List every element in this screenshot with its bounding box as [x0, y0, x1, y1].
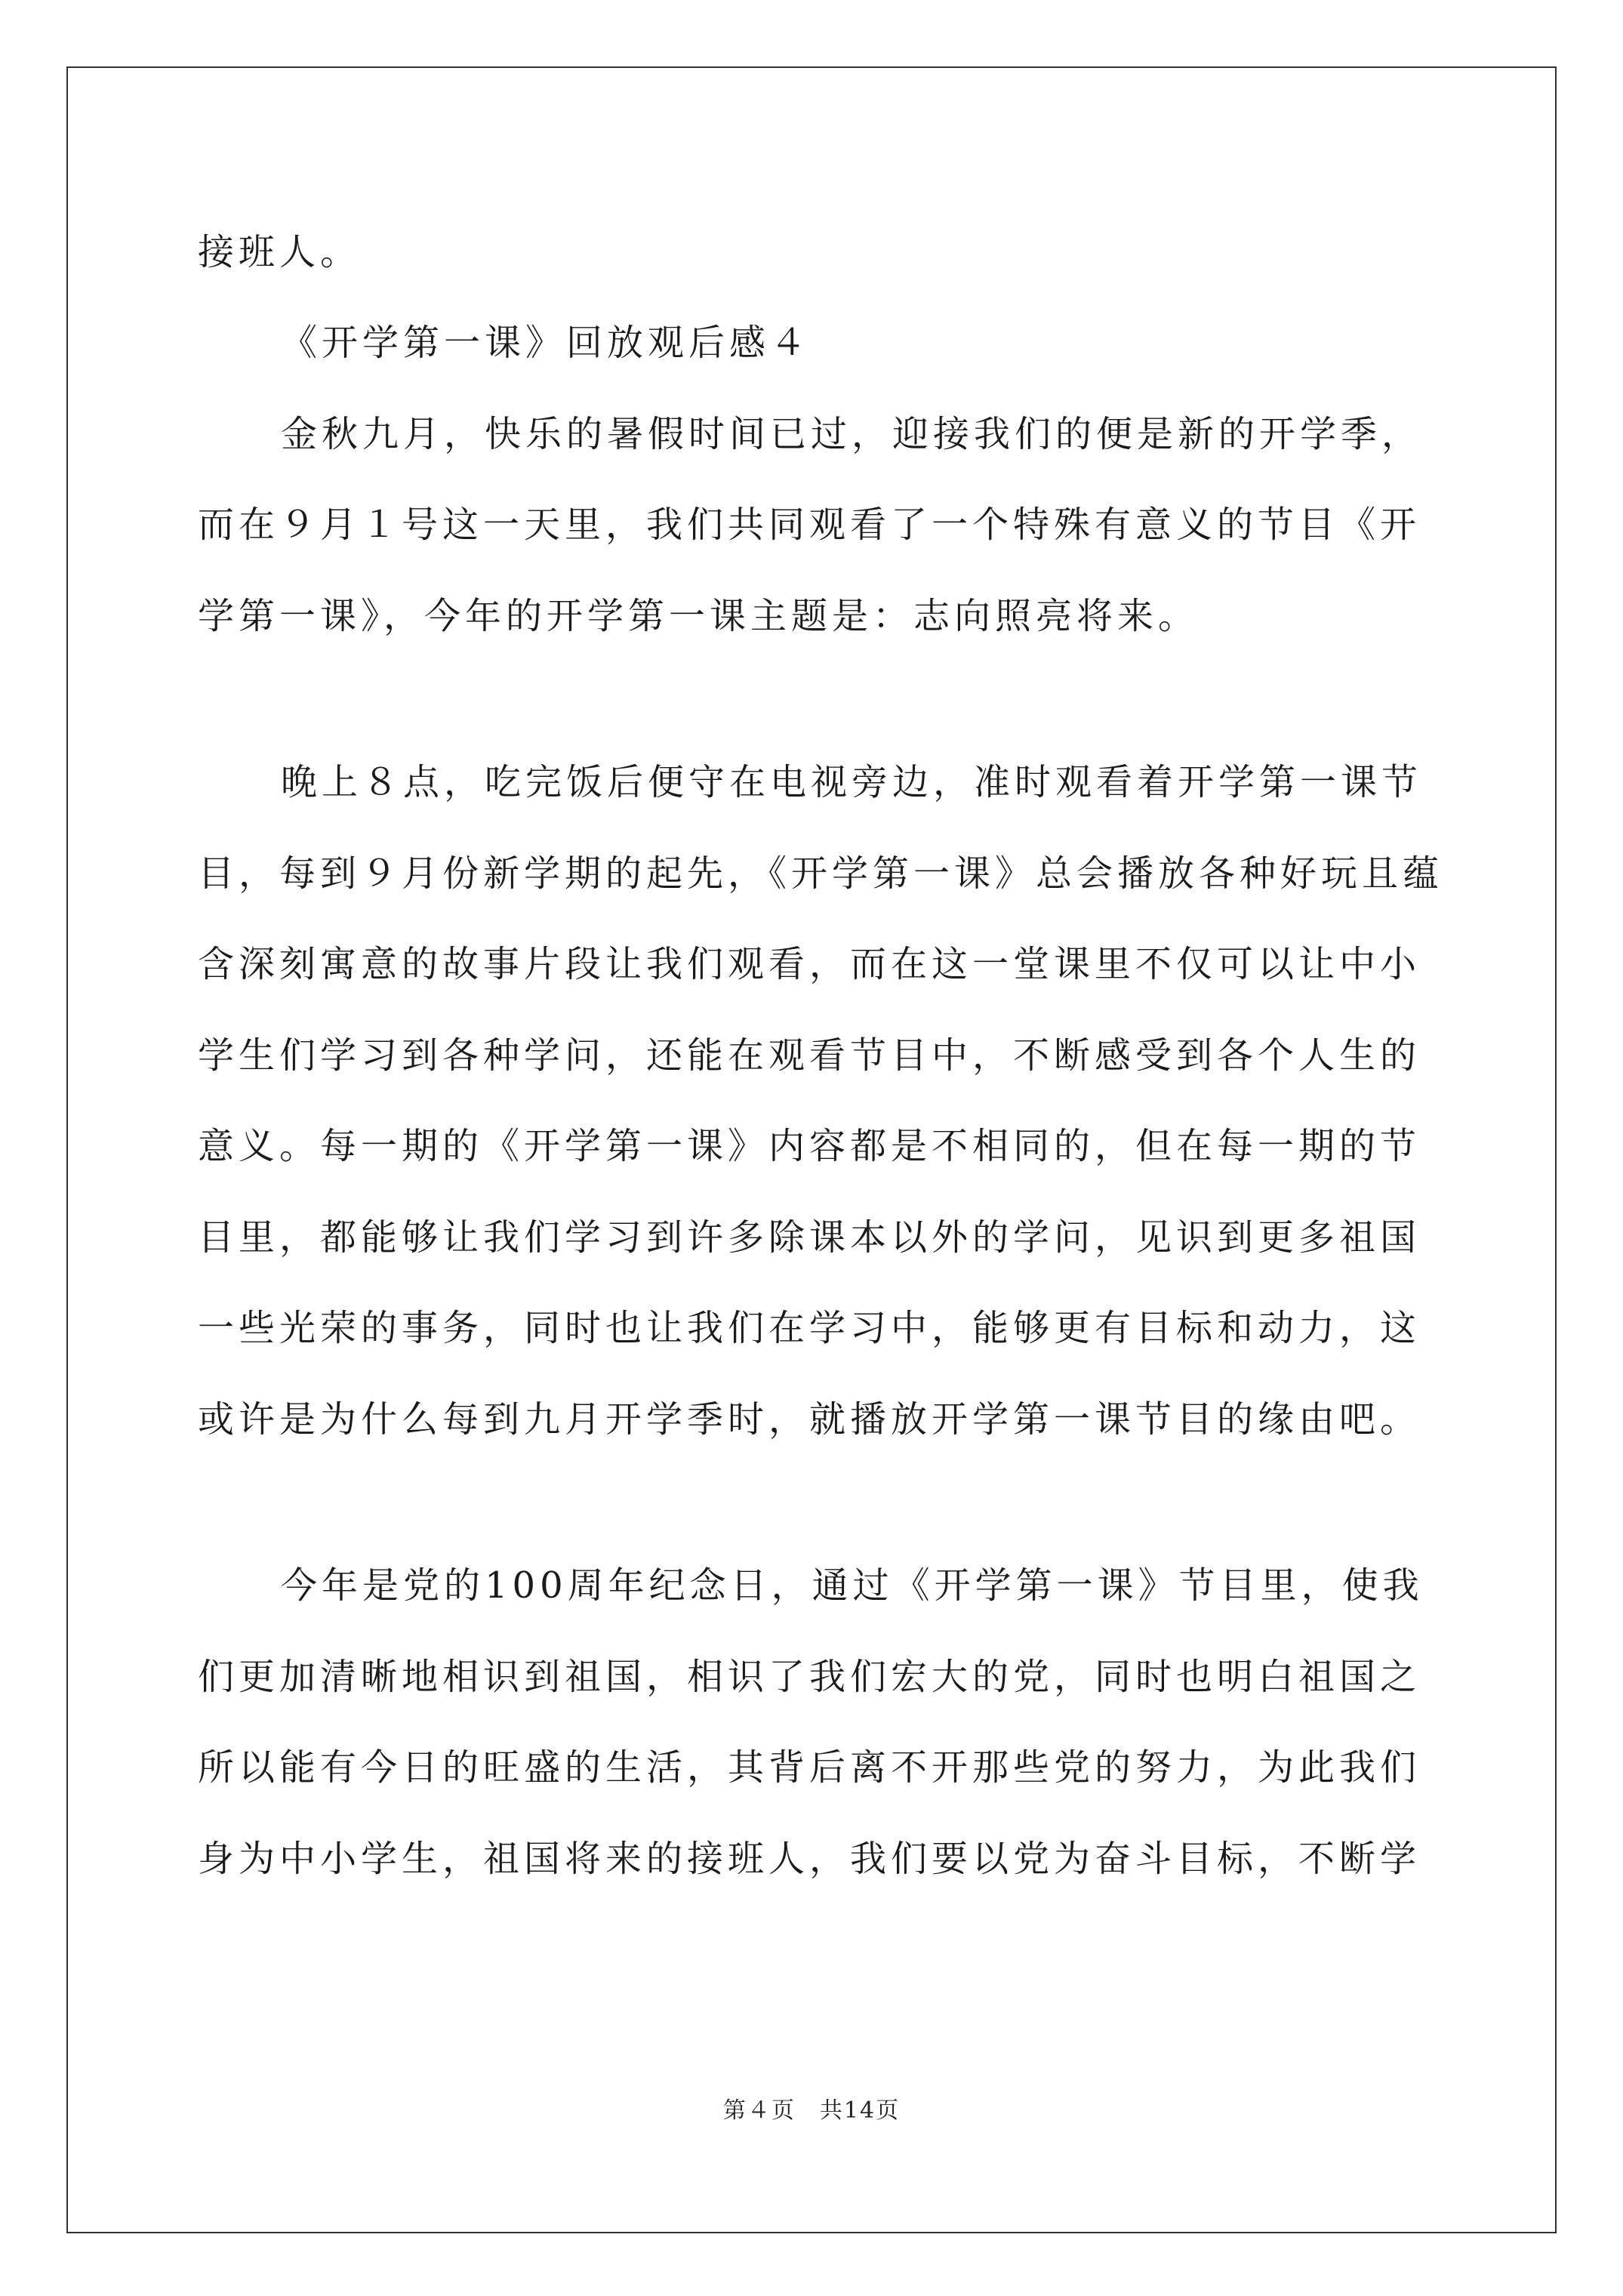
text-line: 身为中小学生，祖国将来的接班人，我们要以党为奋斗目标，不断学 [198, 1838, 1421, 1880]
text-line: 而在９月１号这一天里，我们共同观看了一个特殊有意义的节目《开 [198, 504, 1421, 546]
text-line: 金秋九月，快乐的暑假时间已过，迎接我们的便是新的开学季， [281, 413, 1423, 455]
text-line: 今年是党的100周年纪念日，通过《开学第一课》节目里，使我 [281, 1564, 1424, 1607]
text-line: 一些光荣的事务，同时也让我们在学习中，能够更有目标和动力，这 [198, 1307, 1421, 1349]
text-line: 含深刻寓意的故事片段让我们观看，而在这一堂课里不仅可以让中小 [198, 943, 1421, 985]
text-line: 接班人。 [198, 231, 362, 273]
text-line: 学第一课》，今年的开学第一课主题是：志向照亮将来。 [198, 595, 1200, 637]
section-heading: 《开学第一课》回放观后感４ [281, 322, 812, 364]
text-line: 学生们学习到各种学问，还能在观看节目中，不断感受到各个人生的 [198, 1034, 1421, 1077]
text-line: 所以能有今日的旺盛的生活，其背后离不开那些党的努力，为此我们 [198, 1746, 1421, 1789]
text-line: 目里，都能够让我们学习到许多除课本以外的学问，见识到更多祖国 [198, 1216, 1421, 1259]
text-line: 意义。每一期的《开学第一课》内容都是不相同的，但在每一期的节 [198, 1125, 1421, 1167]
text-line: 晚上８点，吃完饭后便守在电视旁边，准时观看着开学第一课节 [281, 761, 1423, 803]
text-line: 目，每到９月份新学期的起先，《开学第一课》总会播放各种好玩且蕴 [198, 852, 1444, 895]
text-line: 们更加清晰地相识到祖国，相识了我们宏大的党，同时也明白祖国之 [198, 1656, 1421, 1698]
text-line: 或许是为什么每到九月开学季时，就播放开学第一课节目的缘由吧。 [198, 1398, 1421, 1441]
page-number-footer: 第４页 共14页 [722, 2097, 901, 2124]
